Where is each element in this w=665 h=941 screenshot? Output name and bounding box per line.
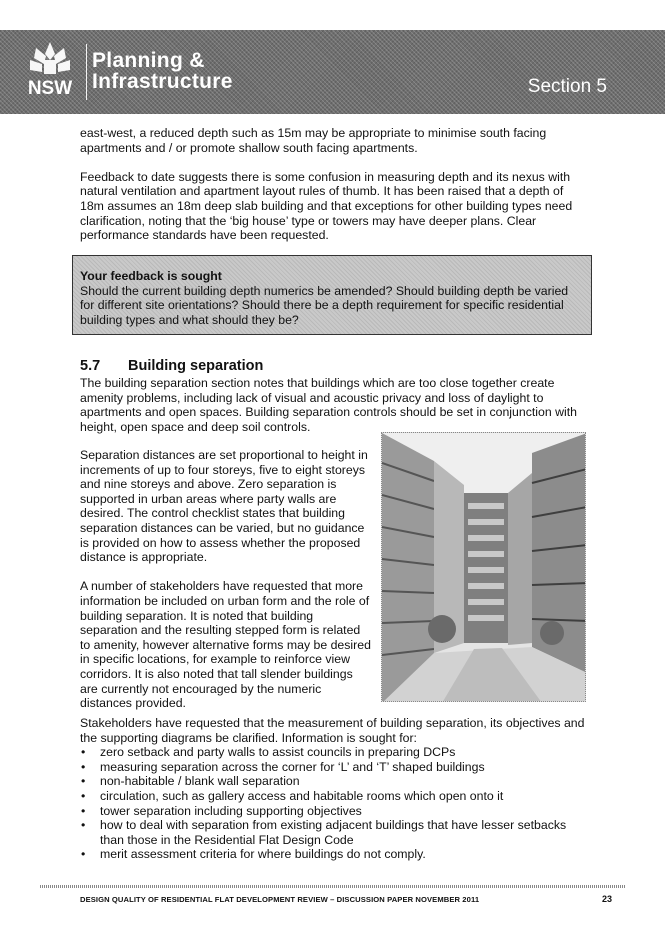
logo-divider (86, 44, 87, 100)
section-intro-block (80, 376, 586, 434)
list-item: • how to deal with separation from existing adjacent buildings that have lesser setbacks than those in the Residential Flat Design Code (80, 818, 586, 847)
footer-title: DESIGN QUALITY OF RESIDENTIAL FLAT DEVELOPMENT REVIEW – DISCUSSION PAPER NOVEMBER 2011 (80, 895, 480, 904)
feedback-box (72, 255, 592, 335)
section-intro: The building separation section notes that buildings which are too close together create amenity problems, including lack of visual and acoustic privacy and loss of daylight to apartments and open spaces. Building separation controls should be set in conjunction with height, open space and deep soil controls. (80, 376, 577, 434)
waratah-logo-icon (22, 38, 78, 104)
list-item: • tower separation including supporting objectives (80, 804, 586, 819)
list-item: • non-habitable / blank wall separation (80, 774, 586, 789)
section-heading (80, 358, 263, 374)
footer-divider (40, 885, 626, 888)
list-item: • circulation, such as gallery access and habitable rooms which open onto it (80, 789, 586, 804)
requests-intro: Stakeholders have requested that the measurement of building separation, its objectives and the supporting diagrams be clarified. Information is sought for: (80, 716, 585, 745)
separation-paragraph-2: A number of stakeholders have requested that more information be included on urban form and the role of building separation. It is noted that building separation and the resulting stepped form is related to amenity, however alternative forms may be desired in specific locations, for example to reinforce view corridors. It is also noted that tall slender buildings are currently not encouraged by the numeric distances provided. (80, 579, 371, 711)
separation-text-block (80, 448, 372, 711)
intro-paragraph: Feedback to date suggests there is some confusion in measuring depth and its nexus with natural ventilation and apartment layout rules of thumb. It has been raised that a depth of 18m assumes an 18m deep slab building and that exceptions for other building types need clarification, noting that the ‘big house’ type or towers may have deeper plans. Clear performance standards have been requested. (80, 169, 573, 243)
agency-name-line1: Planning & (92, 49, 205, 72)
feedback-title: Your feedback is sought (80, 269, 222, 283)
agency-name-line2: Infrastructure (92, 70, 233, 93)
requests-block (80, 716, 586, 862)
section-title: Building separation (128, 358, 264, 374)
requests-list (80, 745, 586, 862)
feedback-body: Should the current building depth numerics be amended? Should building depth be varied for different site orientations? Should there be a depth requirement for specific residential building types and what should they be? (80, 283, 569, 327)
list-item: • measuring separation across the corner for ‘L’ and ‘T’ shaped buildings (80, 760, 586, 775)
logo-abbrev: NSW (27, 78, 73, 99)
list-item: • merit assessment criteria for where buildings do not comply. (80, 847, 586, 862)
agency-name (92, 50, 233, 92)
intro-block (80, 126, 586, 243)
header-banner (0, 30, 665, 114)
building-photo (381, 432, 586, 702)
page-number: 23 (601, 894, 612, 904)
separation-paragraph-1: Separation distances are set proportional to height in increments of up to four storeys, five to eight storeys and nine storeys and above. Zero separation is supported in urban areas where party walls are desired. The control checklist states that building separation distances can be varied, but no guidance is provided on how to assess whether the proposed distance is appropriate. (80, 448, 368, 565)
intro-paragraph: east-west, a reduced depth such as 15m may be appropriate to minimise south facing apartments and / or promote shallow south facing apartments. (80, 126, 547, 155)
section-label: Section 5 (527, 76, 607, 97)
apartment-street-image (382, 433, 586, 702)
section-number: 5.7 (80, 358, 101, 374)
list-item: • zero setback and party walls to assist councils in preparing DCPs (80, 745, 586, 760)
